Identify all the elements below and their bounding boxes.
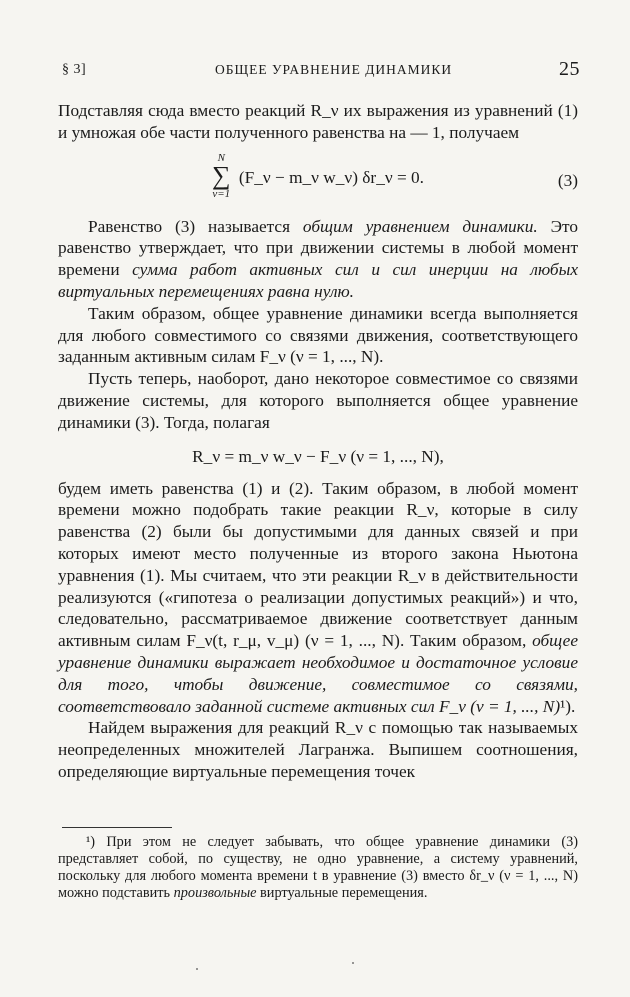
running-title: ОБЩЕЕ УРАВНЕНИЕ ДИНАМИКИ bbox=[215, 62, 453, 77]
footnote-separator bbox=[62, 827, 172, 828]
p2-text-a: Равенство (3) называется bbox=[88, 216, 303, 236]
sum-upper-limit: N bbox=[217, 151, 225, 164]
main-text bbox=[58, 100, 578, 783]
footnote-emphasis: произвольные bbox=[173, 885, 257, 901]
paragraph-3: Таким образом, общее уравнение динамики всегда выполняется для любого совместимого со связями движения, соответствующего заданным активным силам F_ν (ν = 1, ..., N). bbox=[58, 303, 578, 367]
footnote-text-a: ¹) При этом не следует забывать, что общее уравнение динамики (3) представляет собой, по существу, не одно уравнение, а систему уравнений, поскольку для любого момента времени t в уравнение (3) вместо δr_ν (ν = 1, ..., N) можно подставить bbox=[58, 834, 578, 901]
equation-3-number: (3) bbox=[557, 170, 578, 190]
equation-3-expression: (F_ν − m_ν w_ν) δr_ν = 0. bbox=[238, 167, 424, 187]
equation-3 bbox=[58, 152, 578, 210]
section-marker: § 3] bbox=[62, 62, 87, 77]
paragraph-5 bbox=[58, 478, 578, 718]
p2-emphasis-statement: сумма работ активных сил и сил инерции на любых виртуальных перемещениях равна нулю. bbox=[58, 260, 578, 301]
equation-reactions: R_ν = m_ν w_ν − F_ν (ν = 1, ..., N), bbox=[192, 446, 444, 466]
page-number: 25 bbox=[559, 58, 580, 80]
sum-lower-limit: ν=1 bbox=[212, 187, 231, 200]
scan-speck bbox=[352, 962, 354, 964]
p2-emphasis-term: общим уравнением динамики. bbox=[302, 216, 538, 236]
p5-text-a: будем иметь равенства (1) и (2). Таким образом, в любой момент времени можно подобрать такие реакции R_ν, которые в силу равенства (2) были бы допустимыми для данных связей и при которых имеют место полученные из второго закона Ньютона уравнения (1). Мы считаем, что эти реакции R_ν в действительности реализуются («гипотеза о реализации допустимых реакций») и что, следовательно, рассматриваемое движение соответствует данным активным силам F_ν(t, r_μ, v_μ) (ν = 1, ..., N). Таким образом, bbox=[58, 478, 578, 651]
scan-speck bbox=[196, 968, 198, 970]
paragraph-6: Найдем выражения для реакций R_ν с помощью так называемых неопределенных множителей Лагранжа. Выпишем соотношения, определяющие виртуальные перемещения точек bbox=[58, 718, 578, 781]
paragraph-4: Пусть теперь, наоборот, дано некоторое совместимое со связями движение системы, для которого выполняется общее уравнение динамики (3). Тогда, полагая bbox=[58, 369, 578, 432]
footnote-text-c: виртуальные перемещения. bbox=[256, 885, 428, 901]
paragraph-2 bbox=[58, 216, 578, 303]
p5-footnote-ref: ¹). bbox=[560, 696, 576, 716]
sigma-icon: ∑ bbox=[211, 160, 231, 190]
summation bbox=[212, 152, 231, 200]
p2-text-c: Это равенство утверждает, что при движении системы в любой момент времени bbox=[58, 216, 578, 280]
paragraph-1: Подставляя сюда вместо реакций R_ν их выражения из уравнений (1) и умножая обе части полученного равенства на — 1, получаем bbox=[58, 101, 578, 142]
footnote bbox=[58, 834, 578, 902]
p5-emphasis-conclusion: общее уравнение динамики выражает необходимое и достаточное условие для того, чтобы движение, совместимое со связями, соответствовало заданной системе активных сил F_ν (ν = 1, ..., N) bbox=[58, 631, 578, 716]
